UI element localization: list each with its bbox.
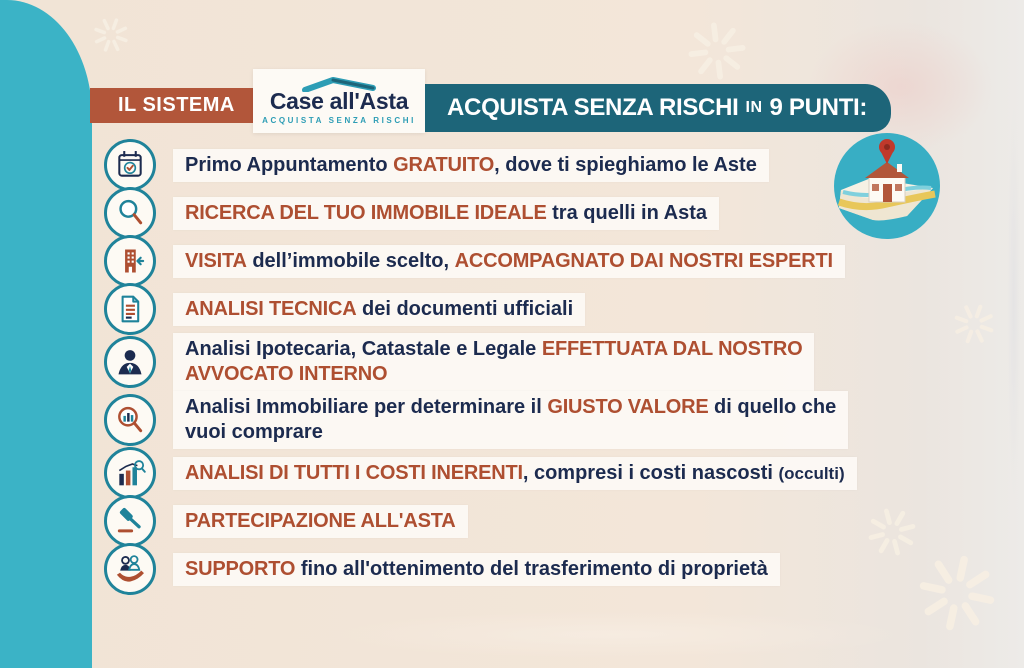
point-row xyxy=(104,285,934,333)
lawyer-icon xyxy=(104,336,156,388)
brand-tagline: ACQUISTA SENZA RISCHI xyxy=(262,116,416,125)
left-accent-bar xyxy=(0,0,92,668)
document-icon xyxy=(104,283,156,335)
gavel-icon xyxy=(104,495,156,547)
sparkle-icon xyxy=(92,16,130,54)
costs-chart-icon xyxy=(104,447,156,499)
il-sistema-label: IL SISTEMA xyxy=(118,94,235,116)
point-row xyxy=(104,497,934,545)
point-text: SUPPORTO fino all'ottenimento del trasferimento di proprietà xyxy=(173,553,780,586)
building-visit-icon xyxy=(104,235,156,287)
search-icon xyxy=(104,187,156,239)
point-row xyxy=(104,391,934,449)
point-text: Primo Appuntamento GRATUITO, dove ti spieghiamo le Aste xyxy=(173,149,769,182)
value-search-icon xyxy=(104,394,156,446)
point-row xyxy=(104,189,934,237)
point-text: PARTECIPAZIONE ALL'ASTA xyxy=(173,505,468,538)
sparkle-icon xyxy=(678,12,756,90)
calendar-check-icon xyxy=(104,139,156,191)
point-row xyxy=(104,237,934,285)
point-text: Analisi Immobiliare per determinare il GIUSTO VALORE di quello che vuoi comprare xyxy=(173,391,848,449)
title-connector: IN xyxy=(745,99,763,116)
support-icon xyxy=(104,543,156,595)
title-banner xyxy=(425,84,891,132)
point-text: ANALISI TECNICA dei documenti ufficiali xyxy=(173,293,585,326)
il-sistema-badge xyxy=(90,88,263,123)
sparkle-icon xyxy=(952,302,996,346)
point-row xyxy=(104,545,934,593)
points-list xyxy=(104,141,934,593)
point-text: RICERCA DEL TUO IMMOBILE IDEALE tra quelli in Asta xyxy=(173,197,719,230)
brand-logo xyxy=(253,69,425,133)
point-row xyxy=(104,141,934,189)
title-count: 9 PUNTI: xyxy=(769,94,868,121)
point-row xyxy=(104,333,934,391)
point-text: ANALISI DI TUTTI I COSTI INERENTI, compresi i costi nascosti (occulti) xyxy=(173,457,857,490)
point-row xyxy=(104,449,934,497)
point-text: VISITA dell’immobile scelto, ACCOMPAGNATO DAI NOSTRI ESPERTI xyxy=(173,245,845,278)
brand-name: Case all'Asta xyxy=(269,88,409,114)
point-text: Analisi Ipotecaria, Catastale e Legale EFFETTUATA DAL NOSTRO AVVOCATO INTERNO xyxy=(173,333,814,391)
title-main: ACQUISTA SENZA RISCHI xyxy=(447,94,739,121)
